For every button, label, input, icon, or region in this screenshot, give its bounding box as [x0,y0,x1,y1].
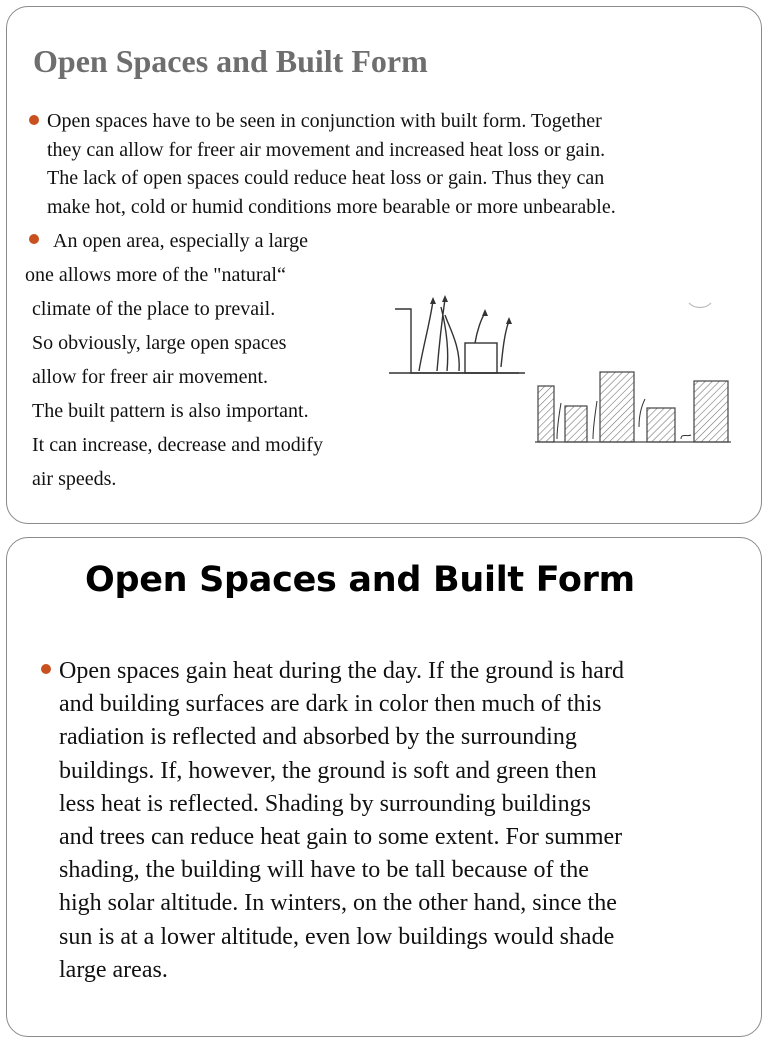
text-line: It can increase, decrease and modify [32,434,323,456]
text-line: The built pattern is also important. [32,400,309,422]
slide-2-bullet-1 [59,655,749,987]
text-line: and trees can reduce heat gain to some extent. For summer [59,824,623,851]
text-line: So obviously, large open spaces [32,332,287,354]
text-line: less heat is reflected. Shading by surrounding buildings [59,790,591,817]
text-line: buildings. If, however, the ground is soft and green then [59,757,597,784]
bullet-icon [29,115,39,125]
text-line: allow for freer air movement. [32,366,269,388]
slide-1 [6,6,762,524]
slide-2 [6,537,762,1037]
text-line: The lack of open spaces could reduce heat loss or gain. Thus they can [47,167,605,189]
text-line: they can allow for freer air movement and increased heat loss or gain. [47,138,606,161]
text-line: shading, the building will have to be tall because of the [59,857,589,884]
text-line: high solar altitude. In winters, on the other hand, since the [59,890,617,917]
text-line: air speeds. [32,468,117,490]
text-line: and building surfaces are dark in color then much of this [59,691,602,718]
text-line: make hot, cold or humid conditions more bearable or more unbearable. [47,195,616,218]
text-line: Open spaces gain heat during the day. If the ground is hard [59,658,624,684]
text-line: An open area, especially a large [53,230,309,252]
slide-1-bullet-1 [47,107,747,221]
slide-2-title: Open Spaces and Built Form [85,560,635,600]
text-line: large areas. [59,956,168,983]
text-line: radiation is reflected and absorbed by the surrounding [59,724,577,751]
airflow-buildings-sketch [389,287,734,447]
text-line: climate of the place to prevail. [32,298,276,320]
text-line: one allows more of the "natural“ [25,264,286,286]
text-line: sun is at a lower altitude, even low buildings would shade [59,923,615,950]
slide-1-title: Open Spaces and Built Form [33,43,428,79]
bullet-icon [29,234,39,244]
bullet-icon [41,664,51,674]
text-line: Open spaces have to be seen in conjunction with built form. Together [47,110,602,132]
